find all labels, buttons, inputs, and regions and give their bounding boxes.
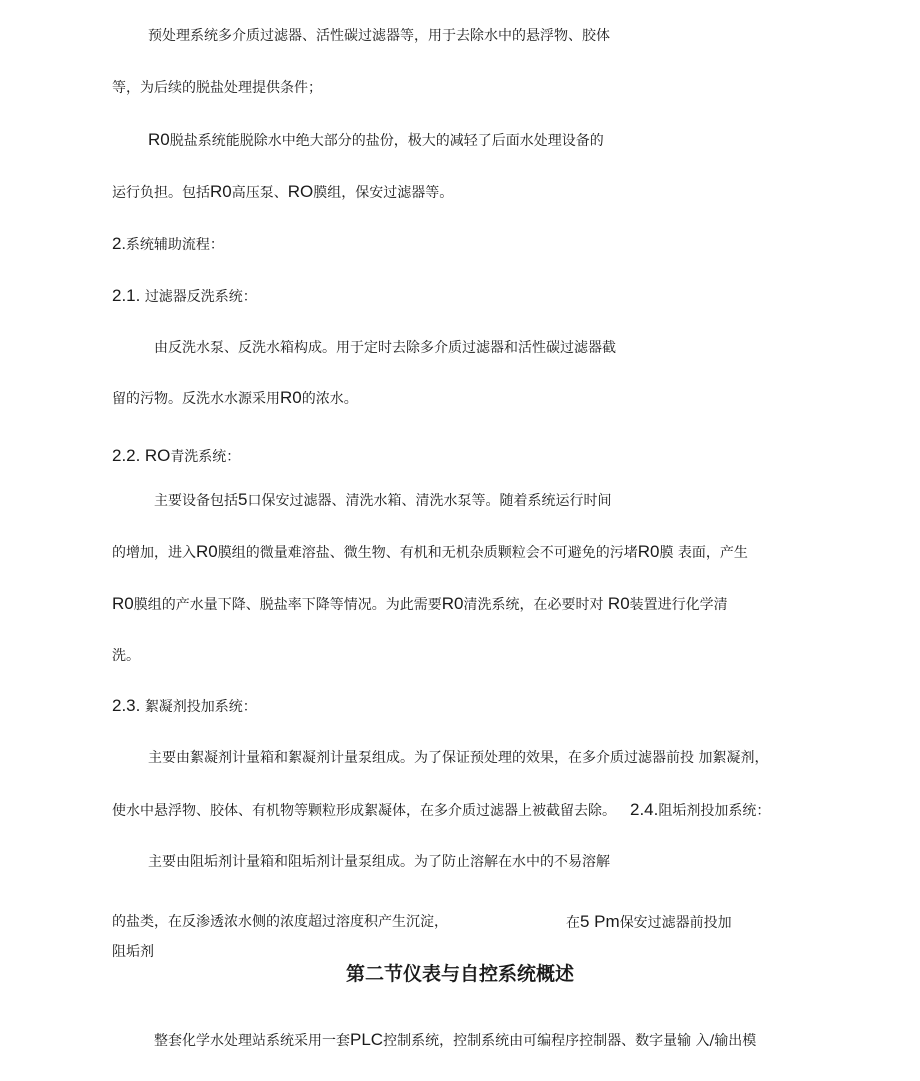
section-2-2-line-4: 洗。 <box>112 648 140 664</box>
section-2-3-line-1: 主要由絮凝剂计量箱和絮凝剂计量泵组成。为了保证预处理的效果，在多介质过滤器前投 加絮凝剂， <box>148 750 769 766</box>
paragraph-1-line-2: 等，为后续的脱盐处理提供条件； <box>112 80 322 96</box>
section-2-2-line-2: 的增加，进入R0膜组的微量难溶盐、微生物、有机和无机杂质颗粒会不可避免的污堵R0膜 表面，产生 <box>112 542 748 561</box>
section-2-2-line-3: R0膜组的产水量下降、脱盐率下降等情况。为此需要R0清洗系统，在必要时对 R0装置进行化学清 <box>112 594 728 613</box>
paragraph-2-line-1: R0脱盐系统能脱除水中绝大部分的盐份，极大的减轻了后面水处理设备的 <box>148 130 604 149</box>
chapter-title: 第二节仪表与自控系统概述 <box>345 963 574 985</box>
section-2-2-heading: 2.2. RO青洗系统： <box>112 446 241 465</box>
section-2-4-line-2a: 的盐类，在反渗透浓水侧的浓度超过溶度积产生沉淀， <box>112 914 448 930</box>
section-2-4-line-2b: 在5 Pm保安过滤器前投加 <box>566 912 732 931</box>
paragraph-2-line-2: 运行负担。包括R0高压泵、RO膜组，保安过滤器等。 <box>112 182 454 201</box>
section-2-heading: 2.系统辅助流程： <box>112 234 224 253</box>
paragraph-3-line-1: 整套化学水处理站系统采用一套PLC控制系统，控制系统由可编程序控制器、数字量输 入/输出模 <box>154 1030 757 1049</box>
section-2-4-line-3: 阻垢剂 <box>112 944 154 960</box>
section-2-2-line-1: 主要设备包括5口保安过滤器、清洗水箱、清洗水泵等。随着系统运行时间 <box>154 490 612 509</box>
section-2-1-line-1: 由反洗水泵、反洗水箱构成。用于定时去除多介质过滤器和活性碳过滤器截 <box>154 340 616 356</box>
section-2-4-line-1: 主要由阻垢剂计量箱和阻垢剂计量泵组成。为了防止溶解在水中的不易溶解 <box>148 854 610 870</box>
paragraph-1-line-1: 预处理系统多介质过滤器、活性碳过滤器等，用于去除水中的悬浮物、胶体 <box>148 28 610 44</box>
section-2-1-heading: 2.1. 过滤器反洗系统： <box>112 286 257 305</box>
section-2-3-heading: 2.3. 絮凝剂投加系统： <box>112 696 257 715</box>
section-2-3-line-2: 使水中悬浮物、胶体、有机物等颗粒形成絮凝体，在多介质过滤器上被截留去除。 2.4.阻垢剂投加系统： <box>112 800 771 819</box>
section-2-1-line-2: 留的污物。反洗水水源采用R0的浓水。 <box>112 388 358 407</box>
